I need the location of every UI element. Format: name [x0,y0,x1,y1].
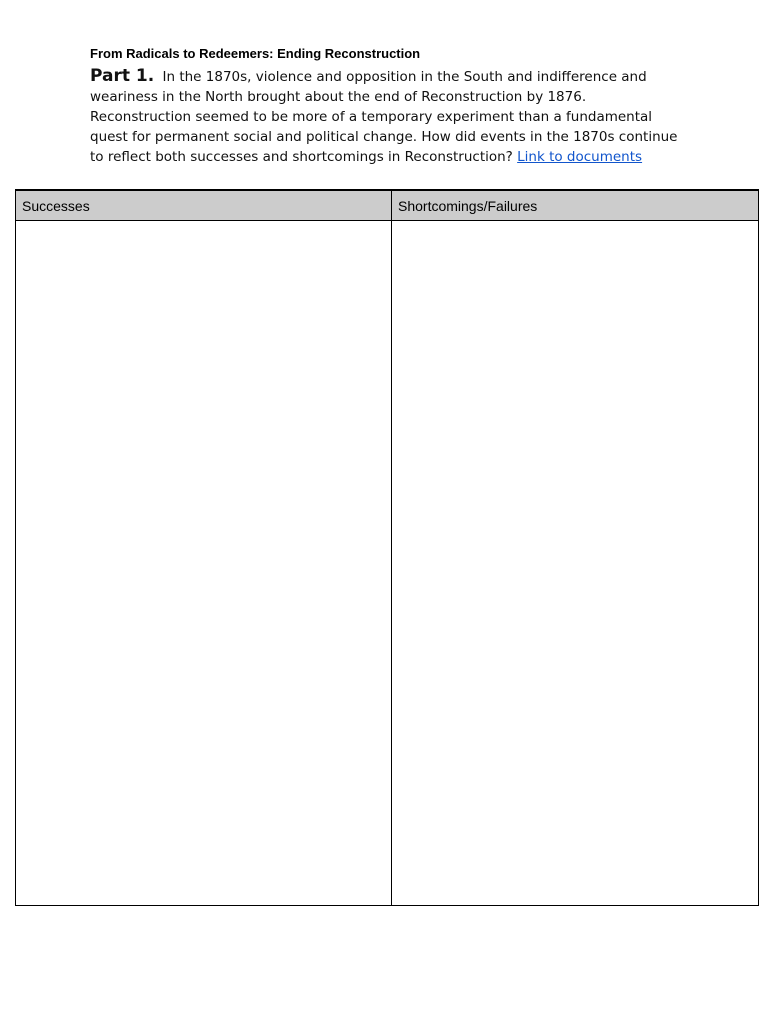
column-header-successes: Successes [16,190,392,221]
intro-paragraph [90,66,680,167]
part-label: Part 1. [90,66,155,86]
intro-text: In the 1870s, violence and opposition in the South and indifference and weariness in the North brought about the end of Reconstruction by 1876. Reconstruction seemed to be more of a temporary experiment than a fundamental quest for permanent social and political change. How did events in the 1870s continue to reflect both successes and shortcomings in Reconstruction? [90,69,678,165]
successes-cell[interactable] [16,221,392,906]
successes-shortcomings-table [15,189,759,906]
table-header-row [16,190,759,221]
documents-link[interactable]: Link to documents [517,149,643,165]
shortcomings-cell[interactable] [392,221,759,906]
column-header-shortcomings: Shortcomings/Failures [392,190,759,221]
document-title: From Radicals to Redeemers: Ending Reconstruction [90,46,421,61]
table-row [16,221,759,906]
